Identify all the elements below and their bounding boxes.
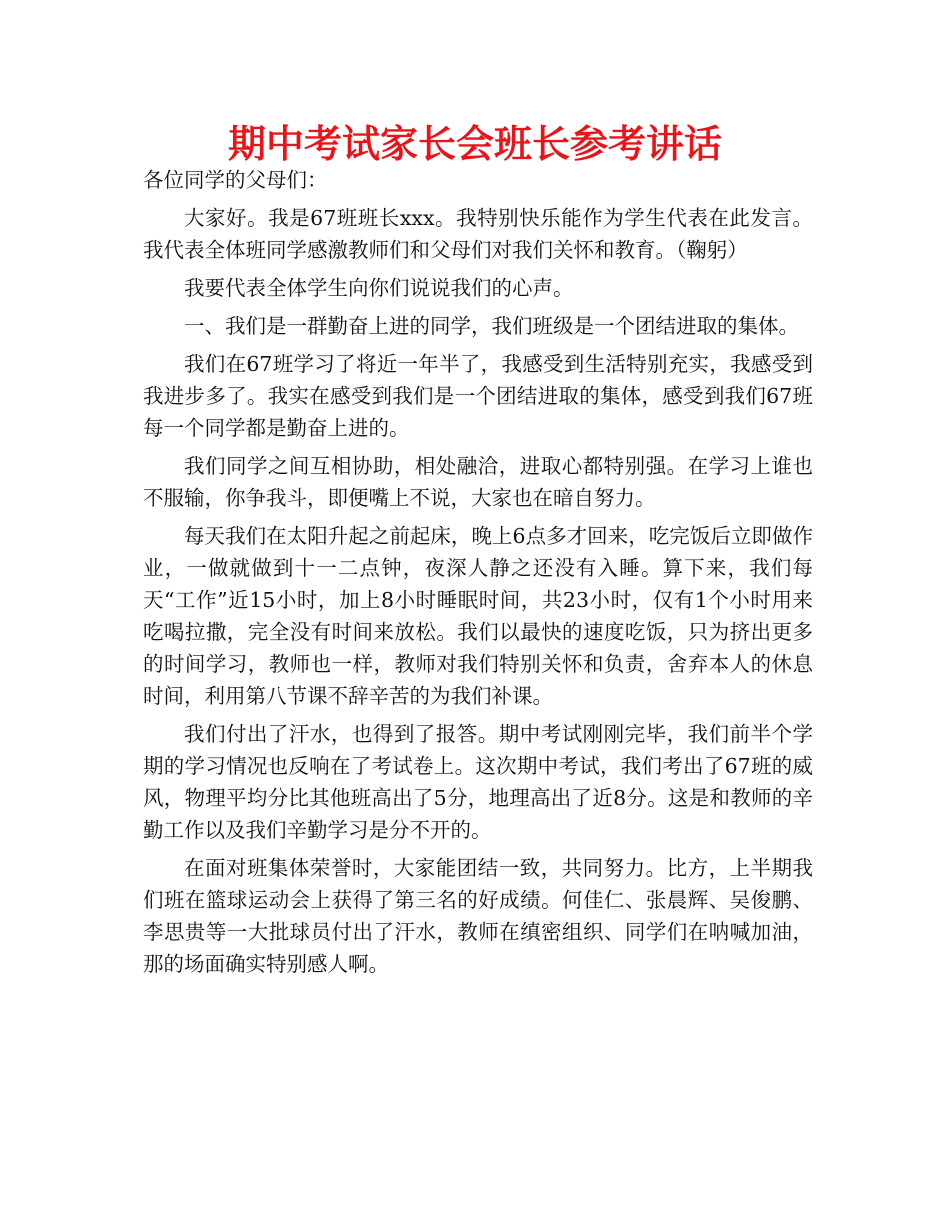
paragraph: 在面对班集体荣誉时，大家能团结一致，共同努力。比方，上半期我们班在篮球运动会上获得了第三名的好成绩。何佳仁、张晨辉、吴俊鹏、李思贵等一大批球员付出了汗水，教师在缜密组织、同学们在呐喊加油，那的场面确实特别感人啊。 (143, 856, 813, 976)
paragraph: 我们在67班学习了将近一年半了，我感受到生活特别充实，我感受到我进步多了。我实在感受到我们是一个团结进取的集体，感受到我们67班每一个同学都是勤奋上进的。 (143, 352, 813, 440)
paragraph: 我们付出了汗水，也得到了报答。期中考试刚刚完毕，我们前半个学期的学习情况也反响在了考试卷上。这次期中考试，我们考出了67班的威风，物理平均分比其他班高出了5分，地理高出了近8分。这是和教师的辛勤工作以及我们辛勤学习是分不开的。 (143, 722, 813, 842)
paragraph: 大家好。我是67班班长xxx。我特别快乐能作为学生代表在此发言。我代表全体班同学感激教师们和父母们对我们关怀和教育。（鞠躬） (143, 206, 813, 262)
paragraph: 我要代表全体学生向你们说说我们的心声。 (184, 276, 574, 300)
paragraph: 我们同学之间互相协助，相处融洽，进取心都特别强。在学习上谁也不服输，你争我斗，即便嘴上不说，大家也在暗自努力。 (143, 454, 813, 510)
paragraph: 每天我们在太阳升起之前起床，晚上6点多才回来，吃完饭后立即做作业，一做就做到十一二点钟，夜深人静之还没有入睡。算下来，我们每天“工作”近15小时，加上8小时睡眠时间，共23小时，仅有1个小时用来吃喝拉撒，完全没有时间来放松。我们以最快的速度吃饭，只为挤出更多的时间学习，教师也一样，教师对我们特别关怀和负责，舍弃本人的休息时间，利用第八节课不辞辛苦的为我们补课。 (143, 524, 813, 708)
paragraph: 一、我们是一群勤奋上进的同学，我们班级是一个团结进取的集体。 (184, 314, 799, 338)
document-title: 期中考试家长会班长参考讲话 (227, 122, 722, 166)
salutation: 各位同学的父母们： (143, 168, 328, 192)
document-body (143, 164, 813, 986)
